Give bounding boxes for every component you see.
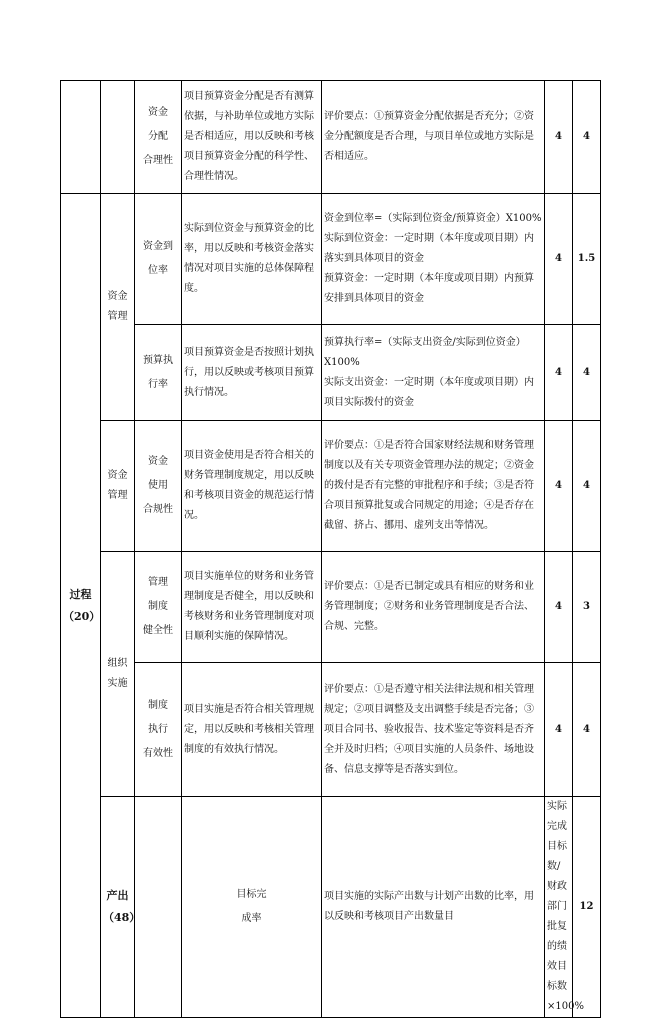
score-cell: 4 (573, 325, 601, 421)
level1-process: 过程 （20） (61, 194, 101, 1018)
indicator-cell: 制度 执行 有效性 (135, 663, 182, 797)
indicator-cell: 管理 制度 健全性 (135, 552, 182, 663)
indicator-cell: 目标完 成率 (182, 797, 322, 1018)
description-cell: 项目实施是否符合相关管理规定，用以反映和考核相关管理制度的有效执行情况。 (182, 663, 322, 797)
weight-cell: 4 (545, 552, 573, 663)
score-cell: 4 (573, 421, 601, 552)
criteria-cell: 评价要点：①是否符合国家财经法规和财务管理制度以及有关专项资金管理办法的规定；②资金的拨付是否有完整的审批程序和手续；③是否符合项目预算批复或合同规定的用途；④是否存在截留、挤占、挪用、虚列支出等情况。 (322, 421, 545, 552)
weight-cell: 12 (573, 797, 601, 1018)
score-cell: 4 (573, 663, 601, 797)
description-cell: 项目预算资金是否按照计划执行，用以反映或考核项目预算执行情况。 (182, 325, 322, 421)
level2-fund-management: 资金 管理 (101, 194, 135, 421)
description-cell: 项目实施单位的财务和业务管理制度是否健全，用以反映和考核财务和业务管理制度对项目顺利实施的保障情况。 (182, 552, 322, 663)
score-cell: 3 (573, 552, 601, 663)
table-row (61, 663, 601, 797)
indicator-cell: 预算执 行率 (135, 325, 182, 421)
table-row (61, 552, 601, 663)
weight-cell: 4 (545, 421, 573, 552)
indicator-cell: 资金 使用 合规性 (135, 421, 182, 552)
weight-cell: 4 (545, 325, 573, 421)
score-cell: 1.5 (573, 194, 601, 325)
score-cell: 4 (573, 81, 601, 194)
table-row (61, 194, 601, 325)
weight-cell: 4 (545, 663, 573, 797)
description-cell: 实际到位资金与预算资金的比率，用以反映和考核资金落实情况对项目实施的总体保障程度。 (182, 194, 322, 325)
table-row (61, 797, 601, 1018)
level2-fund-management: 资金 管理 (101, 421, 135, 552)
table-row (61, 325, 601, 421)
level1-cell-empty (61, 81, 101, 194)
level1-output: 产出 （48） (101, 797, 135, 1018)
criteria-cell: 实际完成目标数/财政部门批复的绩效目标数×100% (545, 797, 573, 1018)
table-row (61, 81, 601, 194)
criteria-cell: 评价要点：①是否已制定或具有相应的财务和业务管理制度；②财务和业务管理制度是否合法、合规、完整。 (322, 552, 545, 663)
indicator-cell: 资金 分配 合理性 (135, 81, 182, 194)
criteria-cell: 预算执行率=（实际支出资金/实际到位资金）X100% 实际支出资金：一定时期（本年度或项目期）内项目实际拨付的资金 (322, 325, 545, 421)
weight-cell: 4 (545, 194, 573, 325)
level2-org-implementation: 组织 实施 (101, 552, 135, 797)
description-cell: 项目预算资金分配是否有测算依据，与补助单位或地方实际是否相适应，用以反映和考核项目预算资金分配的科学性、合理性情况。 (182, 81, 322, 194)
weight-cell: 4 (545, 81, 573, 194)
table-row (61, 421, 601, 552)
description-cell: 项目实施的实际产出数与计划产出数的比率，用以反映和考核项目产出数量目 (322, 797, 545, 1018)
level2-cell-empty (135, 797, 182, 1018)
evaluation-table (60, 80, 601, 1018)
level2-cell-empty (101, 81, 135, 194)
criteria-cell: 资金到位率=（实际到位资金/预算资金）X100% 实际到位资金：一定时期（本年度或项目期）内落实到具体项目的资金 预算资金：一定时期（本年度或项目期）内预算安排到具体项目的资金 (322, 194, 545, 325)
indicator-cell: 资金到 位率 (135, 194, 182, 325)
criteria-cell: 评价要点：①预算资金分配依据是否充分；②资金分配额度是否合理，与项目单位或地方实际是否相适应。 (322, 81, 545, 194)
description-cell: 项目资金使用是否符合相关的财务管理制度规定，用以反映和考核项目资金的规范运行情况。 (182, 421, 322, 552)
criteria-cell: 评价要点：①是否遵守相关法律法规和相关管理规定；②项目调整及支出调整手续是否完备；③项目合同书、验收报告、技术鉴定等资料是否齐全并及时归档；④项目实施的人员条件、场地设备、信息支撑等是否落实到位。 (322, 663, 545, 797)
